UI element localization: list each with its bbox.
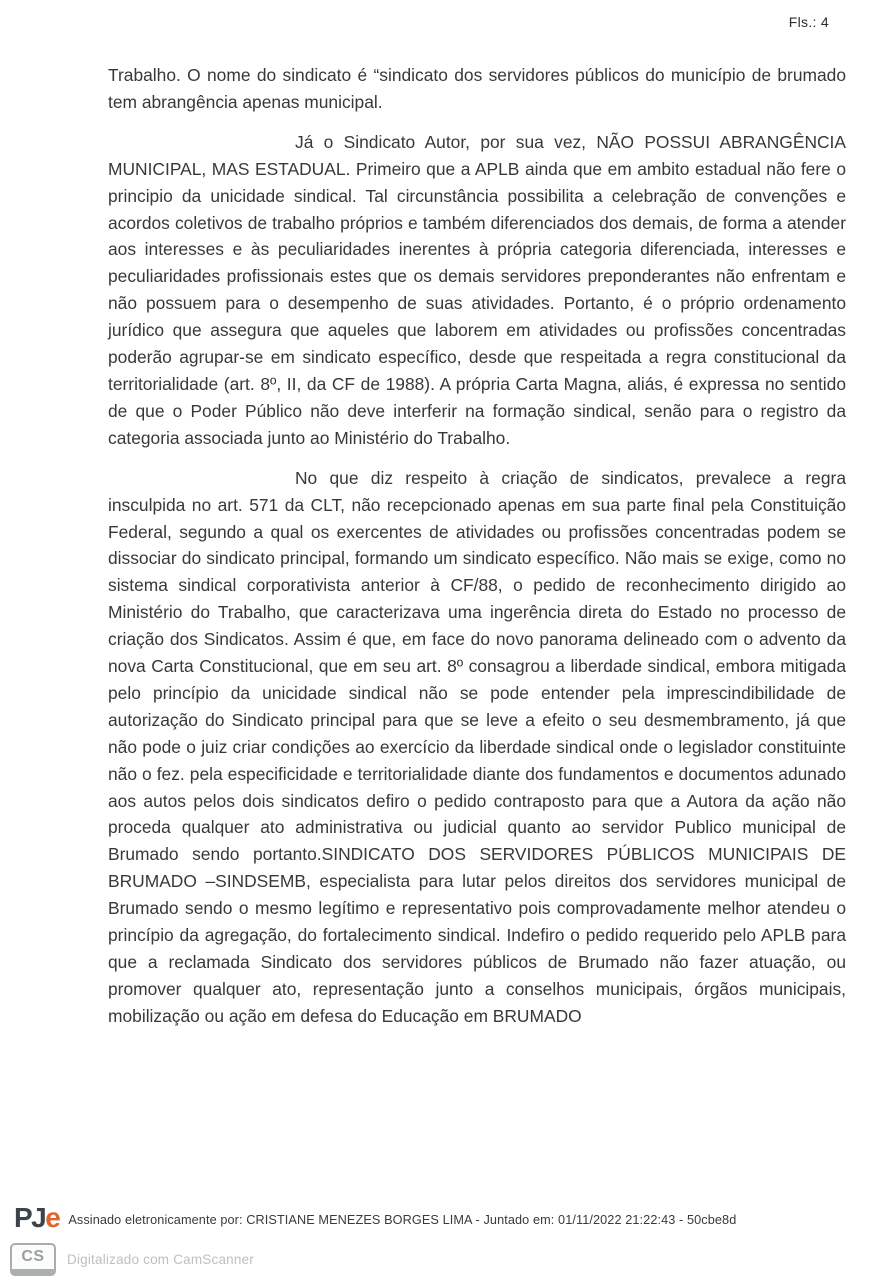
paragraph-continuation: Trabalho. O nome do sindicato é “sindicato dos servidores públicos do município de brumado tem abrangência apenas municipal. bbox=[108, 65, 846, 112]
document-body bbox=[108, 62, 846, 1043]
pje-logo-icon bbox=[14, 1204, 59, 1232]
camscanner-label: Digitalizado com CamScanner bbox=[67, 1252, 254, 1267]
paragraph-abrangencia: Já o Sindicato Autor, por sua vez, NÃO POSSUI ABRANGÊNCIA MUNICIPAL, MAS ESTADUAL. Primeiro que a APLB ainda que em ambito estadual não fere o principio da unicidade sindical. Tal circunstância possibilita a celebração de convenções e acordos coletivos de trabalho próprios e também diferenciados dos demais, de forma a atender aos interesses e às peculiaridades inerentes à própria categoria diferenciada, interesses e peculiaridades profissionais estes que os demais servidores preponderantes não enfrentam e não possuem para o desempenho de suas atividades. Portanto, é o próprio ordenamento jurídico que assegura que aqueles que laborem em atividades ou profissões concentradas poderão agrupar-se em sindicato específico, desde que respeitada a regra constitucional da territorialidade (art. 8º, II, da CF de 1988). A própria Carta Magna, aliás, é expressa no sentido de que o Poder Público não deve interferir na formação sindical, senão para o registro da categoria associada junto ao Ministério do Trabalho. bbox=[108, 131, 846, 448]
electronic-signature-text: Assinado eletronicamente por: CRISTIANE MENEZES BORGES LIMA - Juntado em: 01/11/2022 21:22:43 - 50cbe8d bbox=[68, 1213, 737, 1227]
paragraph-criacao-sindicatos: No que diz respeito à criação de sindicatos, prevalece a regra insculpida no art. 571 da CLT, não recepcionado apenas em sua parte final pela Constituição Federal, segundo a qual os exercentes de atividades ou profissões concentradas podem se dissociar do sindicato principal, formando um sindicato específico. Não mais se exige, como no sistema sindical corporativista anterior à CF/88, o pedido de reconhecimento dirigido ao Ministério do Trabalho, que caracterizava uma ingerência direta do Estado no processo de criação dos Sindicatos. Assim é que, em face do novo panorama delineado com o advento da nova Carta Constitucional, que em seu art. 8º consagrou a liberdade sindical, embora mitigada pelo princípio da unicidade sindical não se pode entender pela imprescindibilidade de autorização do Sindicato principal para que se leve a efeito o seu desmembramento, já que não pode o juiz criar condições ao exercício da liberdade sindical onde o legislador constituinte não o fez. pela especificidade e territorialidade diante dos fundamentos e documentos adunado aos autos pelos dois sindicatos defiro o pedido contraposto para que a Autora da ação não proceda qualquer ato administrativa ou judicial quanto ao servidor Publico municipal de Brumado sendo portanto.SINDICATO DOS SERVIDORES PÚBLICOS MUNICIPAIS DE BRUMADO –SINDSEMB, especialista para lutar pelos direitos dos servidores municipal de Brumado sendo o mesmo legítimo e representativo pois comprovadamente melhor atendeu o princípio da agregação, do fortalecimento sindical. Indefiro o pedido requerido pelo APLB para que a reclamada Sindicato dos servidores públicos de Brumado não fazer atuação, ou promover qualquer ato, representação junto a conselhos municipais, órgãos municipais, mobilização ou ação em defesa do Educação em BRUMADO bbox=[108, 467, 846, 1026]
pje-logo-e: e bbox=[45, 1202, 60, 1233]
pje-signature-footer bbox=[14, 1204, 736, 1232]
camscanner-watermark bbox=[10, 1243, 254, 1276]
pje-logo-pj: PJ bbox=[14, 1202, 46, 1233]
folio-number: Fls.: 4 bbox=[788, 14, 829, 30]
camscanner-icon: CS bbox=[10, 1243, 56, 1276]
